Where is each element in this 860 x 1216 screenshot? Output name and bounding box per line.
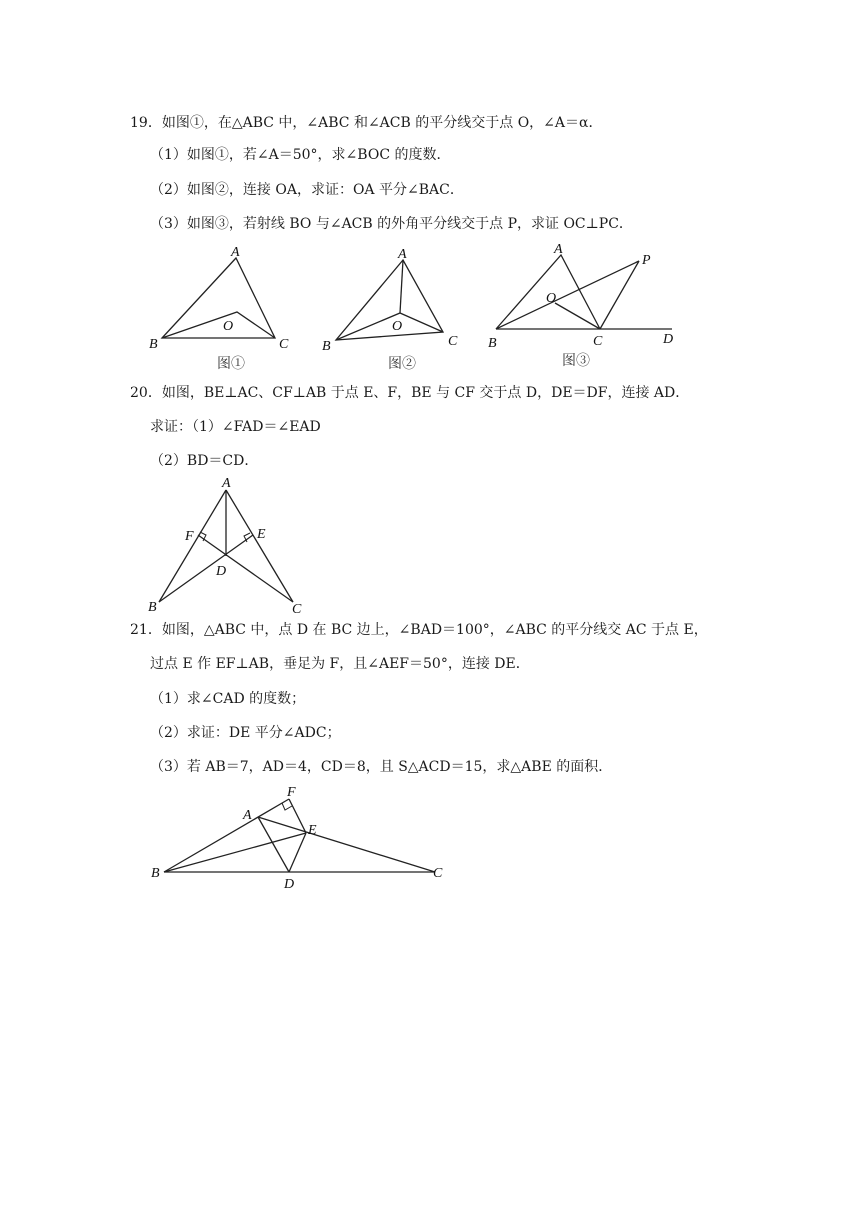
problem-21-part-2: （2）求证：DE 平分∠ADC； [150, 725, 341, 741]
problem-20-part-1: 求证：（1）∠FAD＝∠EAD [150, 419, 321, 435]
fig2-label-c: C [448, 334, 458, 349]
fig21-segment-de [289, 833, 306, 872]
fig3-caption: 图③ [562, 354, 590, 369]
fig2-caption: 图② [388, 357, 416, 372]
fig3-label-c: C [593, 334, 603, 349]
problem-19-figure-3 [482, 238, 682, 373]
fig1-bisectors [162, 312, 275, 338]
problem-20-figure [140, 472, 320, 617]
fig20-label-d: D [216, 564, 227, 579]
fig21-label-c: C [433, 866, 443, 881]
problem-19-part-2: （2）如图②，连接 OA，求证：OA 平分∠BAC． [150, 182, 464, 198]
problem-21-part-1: （1）求∠CAD 的度数； [150, 691, 306, 707]
problem-19-figure-2 [318, 240, 468, 375]
problem-19-part-3: （3）如图③，若射线 BO 与∠ACB 的外角平分线交于点 P，求证 OC⊥PC． [150, 216, 633, 232]
fig21-label-e: E [308, 823, 317, 838]
fig20-label-a: A [222, 476, 231, 491]
fig3-label-b: B [488, 336, 497, 351]
fig21-label-d: D [284, 877, 295, 892]
fig2-label-b: B [322, 339, 331, 354]
fig20-segment-cf [198, 535, 293, 602]
problem-21-part-3: （3）若 AB＝7，AD＝4，CD＝8，且 S△ACD＝15，求△ABE 的面积． [150, 759, 613, 775]
problem-21-stem-cont: 过点 E 作 EF⊥AB，垂足为 F，且∠AEF＝50°，连接 DE． [150, 656, 530, 672]
problem-21-figure [148, 782, 458, 892]
fig21-label-f: F [287, 785, 296, 800]
fig2-label-a: A [398, 247, 407, 262]
fig20-side-ac [226, 490, 293, 602]
fig3-label-p: P [642, 253, 651, 268]
problem-21-stem: 21．如图，△ABC 中，点 D 在 BC 边上，∠BAD＝100°，∠ABC 的平分线交 AC 于点 E， [130, 622, 708, 638]
fig3-segment-cp [600, 261, 639, 329]
fig20-label-e: E [257, 527, 266, 542]
fig21-label-b: B [151, 866, 160, 881]
fig1-caption: 图① [217, 357, 245, 372]
problem-20-stem: 20．如图，BE⊥AC、CF⊥AB 于点 E、F，BE 与 CF 交于点 D，DE＝DF，连接 AD． [130, 385, 690, 401]
fig21-label-a: A [243, 808, 252, 823]
problem-20-part-2: （2）BD＝CD． [150, 453, 259, 469]
problem-19-part-1: （1）如图①，若∠A＝50°，求∠BOC 的度数． [150, 147, 451, 163]
fig3-label-o: O [546, 291, 557, 306]
fig1-label-o: O [223, 319, 234, 334]
fig3-label-d: D [663, 332, 674, 347]
fig1-label-a: A [231, 245, 240, 260]
fig20-side-ab [159, 490, 226, 602]
problem-19-figure-1 [145, 240, 305, 375]
fig2-label-o: O [392, 319, 403, 334]
fig3-label-a: A [554, 242, 563, 257]
problem-19-stem: 19．如图①，在△ABC 中，∠ABC 和∠ACB 的平分线交于点 O，∠A＝α． [130, 115, 603, 131]
fig1-label-c: C [279, 337, 289, 352]
fig20-label-f: F [185, 529, 194, 544]
fig20-label-c: C [292, 602, 302, 617]
fig1-label-b: B [149, 337, 158, 352]
fig20-label-b: B [148, 600, 157, 615]
fig2-triangle-abc [336, 260, 443, 340]
fig3-ray-bop [496, 261, 639, 329]
fig21-right-angle-f [282, 803, 292, 810]
fig20-segment-be [159, 535, 253, 602]
fig2-segment-oa [400, 260, 403, 313]
fig21-line-bf [164, 799, 289, 872]
fig21-bisector-be [164, 833, 306, 872]
